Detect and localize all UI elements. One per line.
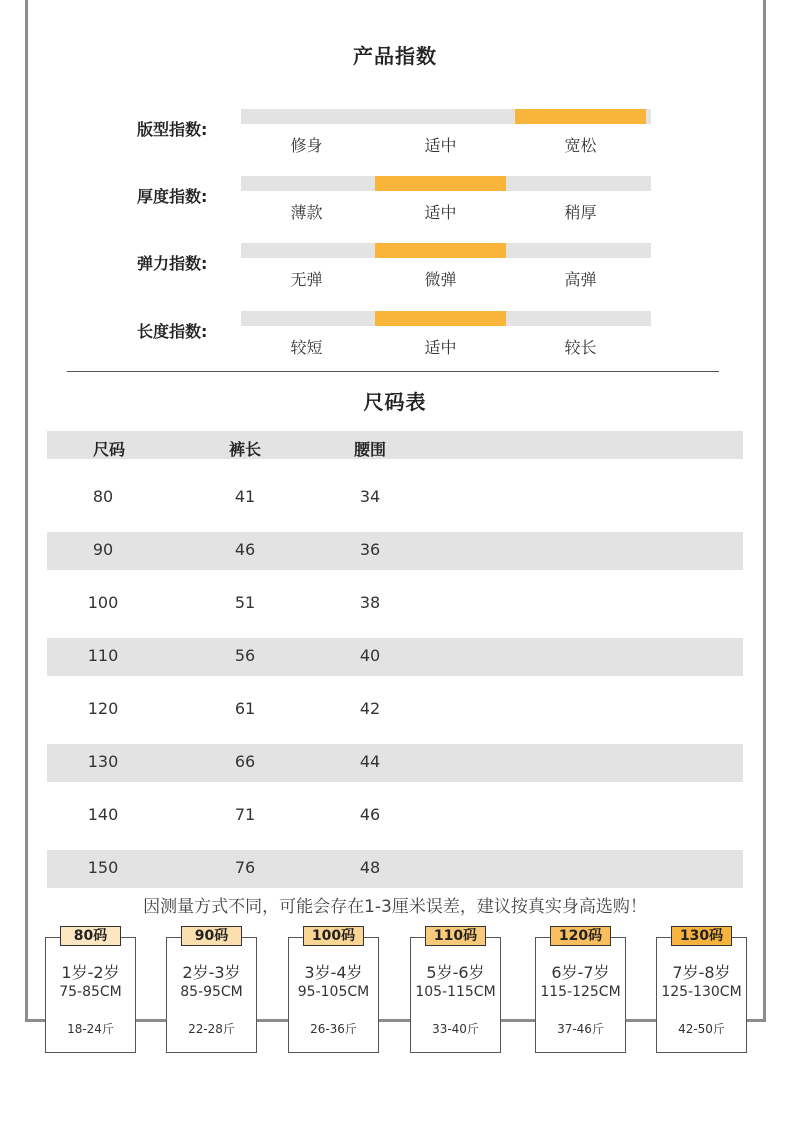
measurement-note: 因测量方式不同，可能会存在1-3厘米误差，建议按真实身高选购！ [143, 897, 647, 917]
table-cell: 51 [234, 593, 256, 612]
size-chart-title: 尺码表 [363, 390, 427, 414]
index-row [0, 311, 790, 371]
index-option: 较长 [564, 338, 597, 357]
table-cell: 56 [234, 646, 256, 665]
card-weight: 33-40斤 [432, 1022, 479, 1036]
index-bar [241, 109, 651, 124]
card-height: 115-125CM [540, 984, 621, 1000]
table-cell: 120 [87, 699, 119, 718]
table-cell: 66 [234, 752, 256, 771]
size-card [410, 937, 501, 1053]
card-weight: 22-28斤 [188, 1022, 235, 1036]
table-row [47, 532, 743, 570]
index-row [0, 243, 790, 303]
size-card [535, 937, 626, 1053]
product-index-title: 产品指数 [353, 44, 437, 68]
table-cell: 42 [359, 699, 381, 718]
index-row [0, 176, 790, 236]
card-age: 6岁-7岁 [551, 963, 610, 982]
index-selected-segment [515, 109, 646, 124]
table-cell: 34 [359, 487, 381, 506]
index-selected-segment [375, 243, 506, 258]
header-waist: 腰围 [353, 440, 386, 459]
index-option: 微弹 [424, 270, 457, 289]
table-cell: 44 [359, 752, 381, 771]
size-tag: 120码 [550, 926, 611, 946]
frame-bottom-border [25, 1019, 766, 1022]
table-cell: 150 [87, 858, 119, 877]
index-option: 宽松 [564, 136, 597, 155]
card-age: 5岁-6岁 [426, 963, 485, 982]
size-tag: 130码 [671, 926, 732, 946]
index-option: 较短 [290, 338, 323, 357]
table-cell: 80 [92, 487, 114, 506]
index-option: 薄款 [290, 203, 323, 222]
header-length: 裤长 [228, 440, 261, 459]
table-cell: 36 [359, 540, 381, 559]
table-cell: 61 [234, 699, 256, 718]
table-row [47, 850, 743, 888]
table-cell: 76 [234, 858, 256, 877]
table-row [47, 585, 743, 623]
card-height: 85-95CM [180, 984, 243, 1000]
card-height: 95-105CM [297, 984, 370, 1000]
index-label: 弹力指数: [137, 254, 208, 273]
index-option: 适中 [424, 338, 457, 357]
card-weight: 18-24斤 [67, 1022, 114, 1036]
index-selected-segment [375, 311, 506, 326]
index-bar [241, 176, 651, 191]
section-divider [67, 371, 719, 372]
index-label: 厚度指数: [137, 187, 208, 206]
table-cell: 41 [234, 487, 256, 506]
card-height: 125-130CM [661, 984, 742, 1000]
table-cell: 71 [234, 805, 256, 824]
table-cell: 110 [87, 646, 119, 665]
index-label: 版型指数: [137, 120, 208, 139]
table-cell: 140 [87, 805, 119, 824]
size-chart-header [47, 431, 743, 459]
size-card [656, 937, 747, 1053]
index-option: 适中 [424, 203, 457, 222]
index-label: 长度指数: [137, 322, 208, 341]
card-age: 7岁-8岁 [672, 963, 731, 982]
card-height: 75-85CM [59, 984, 122, 1000]
table-row [47, 691, 743, 729]
size-tag: 100码 [303, 926, 364, 946]
index-option: 修身 [290, 136, 323, 155]
header-size: 尺码 [92, 440, 125, 459]
size-tag: 90码 [181, 926, 242, 946]
card-age: 3岁-4岁 [304, 963, 363, 982]
size-card [288, 937, 379, 1053]
size-card [166, 937, 257, 1053]
size-tag: 110码 [425, 926, 486, 946]
table-cell: 46 [359, 805, 381, 824]
table-cell: 40 [359, 646, 381, 665]
card-age: 2岁-3岁 [182, 963, 241, 982]
table-row [47, 797, 743, 835]
table-cell: 38 [359, 593, 381, 612]
index-option: 适中 [424, 136, 457, 155]
card-weight: 42-50斤 [678, 1022, 725, 1036]
index-row [0, 109, 790, 169]
index-bar [241, 311, 651, 326]
index-selected-segment [375, 176, 506, 191]
index-option: 稍厚 [564, 203, 597, 222]
table-cell: 48 [359, 858, 381, 877]
size-tag: 80码 [60, 926, 121, 946]
table-cell: 100 [87, 593, 119, 612]
table-row [47, 479, 743, 517]
card-weight: 26-36斤 [310, 1022, 357, 1036]
index-bar [241, 243, 651, 258]
card-height: 105-115CM [415, 984, 496, 1000]
size-card [45, 937, 136, 1053]
table-cell: 46 [234, 540, 256, 559]
card-age: 1岁-2岁 [61, 963, 120, 982]
table-row [47, 638, 743, 676]
table-cell: 130 [87, 752, 119, 771]
table-row [47, 744, 743, 782]
table-cell: 90 [92, 540, 114, 559]
index-option: 高弹 [564, 270, 597, 289]
card-weight: 37-46斤 [557, 1022, 604, 1036]
index-option: 无弹 [290, 270, 323, 289]
